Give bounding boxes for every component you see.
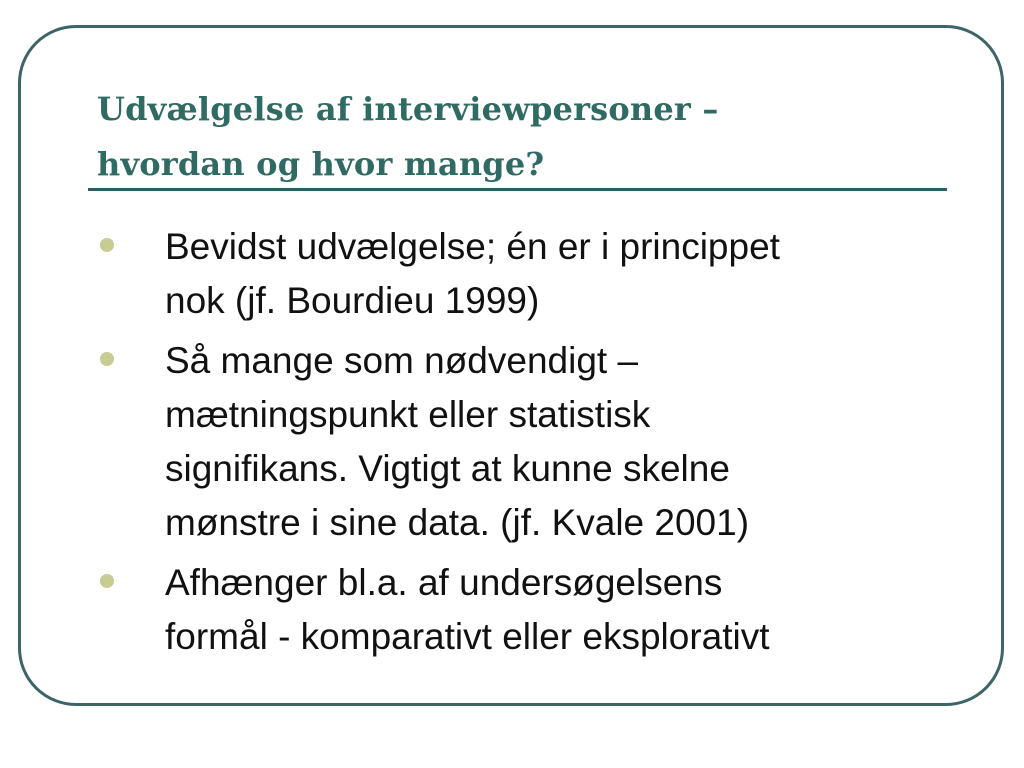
bullet-item <box>100 220 930 328</box>
title-divider <box>88 188 947 191</box>
bullet-item <box>100 556 930 664</box>
bullet-item <box>100 334 930 550</box>
bullet-text: Så mange som nødvendigt – mætningspunkt eller statistisk signifikans. Vigtigt at kunne skelne mønstre i sine data. (jf. Kvale 2001) <box>165 340 750 543</box>
bullet-list <box>100 220 930 670</box>
slide-title: Udvælgelse af interviewpersoner – hvordan og hvor mange? <box>97 90 719 183</box>
bullet-dot-icon <box>100 352 114 366</box>
bullet-dot-icon <box>100 238 114 252</box>
bullet-text: Afhænger bl.a. af undersøgelsens formål - komparativt eller eksplorativt <box>165 562 770 657</box>
bullet-text: Bevidst udvælgelse; én er i princippet nok (jf. Bourdieu 1999) <box>165 226 780 321</box>
bullet-dot-icon <box>100 574 114 588</box>
